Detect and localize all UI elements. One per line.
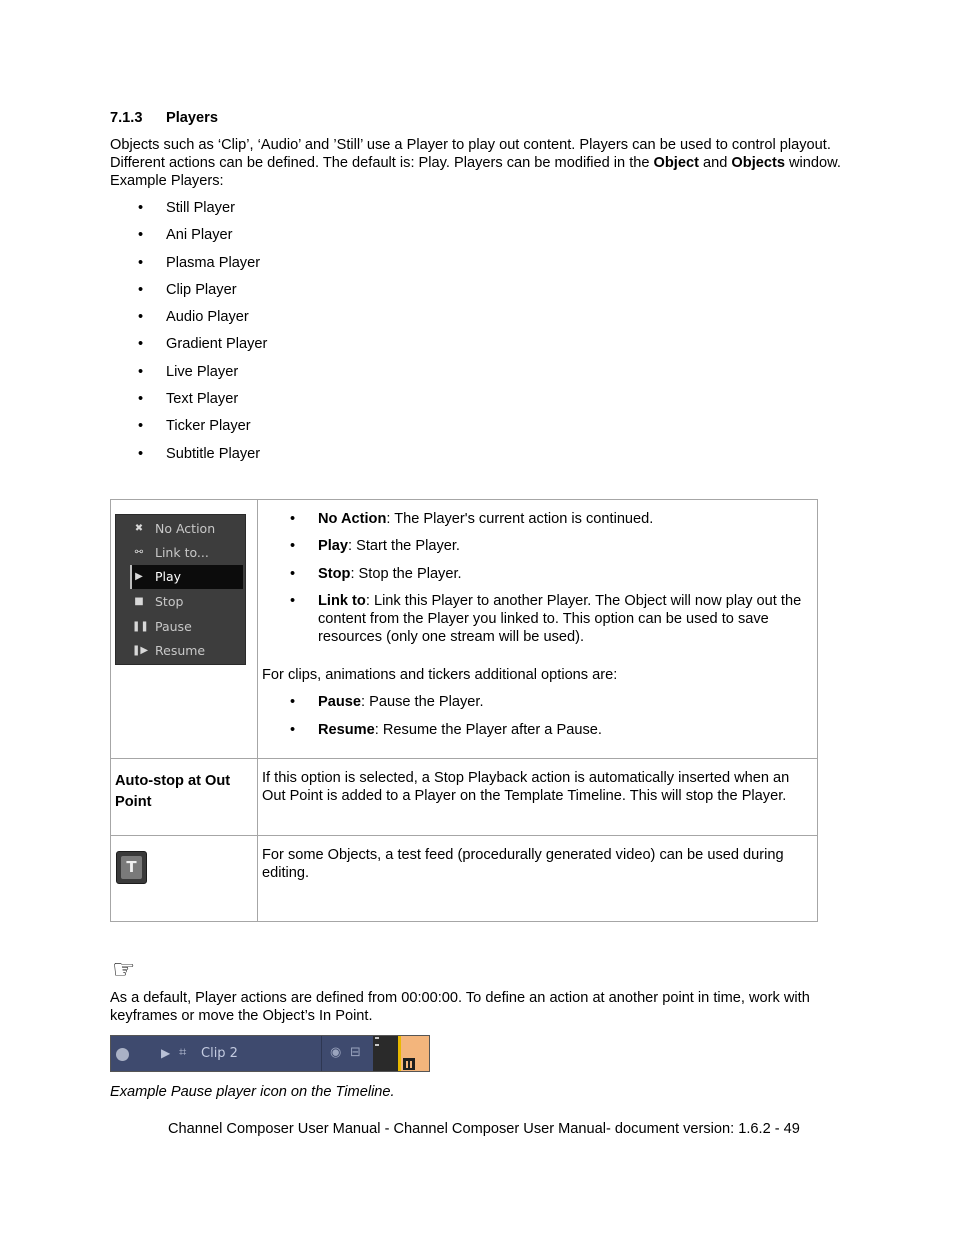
figure-caption: Example Pause player icon on the Timeline. xyxy=(110,1084,395,1100)
player-action-menu xyxy=(115,514,246,665)
link-icon: ⚯ xyxy=(134,547,144,558)
autostop-label: Auto-stop at Out Point xyxy=(115,773,231,810)
list-item xyxy=(262,592,813,646)
actions-cell xyxy=(258,500,818,759)
clip-name: Clip 2 xyxy=(201,1046,238,1061)
section-number: 7.1.3 xyxy=(110,110,143,126)
play-icon: ▶ xyxy=(135,571,143,582)
action-desc: : Start the Player. xyxy=(348,538,460,555)
section-heading xyxy=(110,110,218,126)
divider xyxy=(321,1036,322,1071)
action-desc: : Stop the Player. xyxy=(350,565,462,582)
list-item: • Clip Player xyxy=(110,280,267,307)
intro-paragraph xyxy=(110,136,845,190)
group-icon: ⌗ xyxy=(179,1045,187,1060)
menu-item-label: Pause xyxy=(155,619,192,634)
list-item: • Gradient Player xyxy=(110,334,267,361)
menu-item-pause[interactable] xyxy=(116,615,245,639)
pause-icon: ❚❚ xyxy=(132,621,149,632)
pointing-hand-icon: ☞ xyxy=(112,955,136,985)
menu-item-label: Resume xyxy=(155,643,206,658)
menu-item-resume[interactable] xyxy=(116,639,245,663)
drag-handle[interactable] xyxy=(375,1037,379,1046)
action-term: Pause xyxy=(318,694,361,711)
stop-icon: ■ xyxy=(134,596,144,607)
eye-icon[interactable]: ◉ xyxy=(330,1045,342,1060)
list-item xyxy=(262,510,813,528)
list-item: • Plasma Player xyxy=(110,253,267,280)
test-feed-button[interactable] xyxy=(116,851,147,884)
extra-actions-list xyxy=(262,693,813,738)
autostop-label-cell xyxy=(111,759,258,836)
action-term: No Action xyxy=(318,511,387,527)
menu-item-label: No Action xyxy=(155,521,216,536)
action-desc: : Resume the Player after a Pause. xyxy=(374,721,602,738)
list-item xyxy=(262,693,813,711)
note-text: As a default, Player actions are defined from 00:00:00. To define an action at another point in time, work with keyframes or move the Object’s In Point. xyxy=(110,990,810,1024)
intro-text: window. Example Players: xyxy=(110,155,841,189)
list-item: • Live Player xyxy=(110,362,267,389)
list-item: • Text Player xyxy=(110,389,267,416)
action-term: Link to xyxy=(318,593,366,610)
list-item xyxy=(262,537,813,555)
lock-icon[interactable]: ⊟ xyxy=(350,1045,361,1060)
menu-item-no-action[interactable] xyxy=(116,517,245,541)
menu-item-label: Link to... xyxy=(155,545,209,560)
page-footer: Channel Composer User Manual - Channel Composer User Manual- document version: 1.6.2 - 49 xyxy=(168,1121,800,1137)
player-list xyxy=(110,198,267,471)
list-item: • Ticker Player xyxy=(110,416,267,443)
action-desc: : Link this Player to another Player. The Object will now play out the content from the Player you linked to. This option can be used to save resources (only one stream will be used). xyxy=(318,593,802,646)
autostop-desc-cell xyxy=(258,759,818,836)
action-desc: : Pause the Player. xyxy=(361,694,484,711)
menu-item-label: Play xyxy=(155,569,182,584)
autostop-desc: If this option is selected, a Stop Playback action is automatically inserted when an Out Point is added to a Player on the Template Timeline. This will stop the Player. xyxy=(262,770,790,804)
action-term: Play xyxy=(318,538,349,555)
play-icon[interactable]: ▶ xyxy=(161,1046,171,1060)
testfeed-desc-cell xyxy=(258,836,818,922)
menu-item-play[interactable] xyxy=(130,565,243,589)
action-term: Stop xyxy=(318,565,351,582)
menu-item-label: Stop xyxy=(155,594,184,609)
list-item xyxy=(262,565,813,583)
intro-text: and xyxy=(698,155,732,171)
actions-list xyxy=(262,510,813,646)
testfeed-desc: For some Objects, a test feed (procedurally generated video) can be used during editing. xyxy=(262,847,784,881)
record-dot-icon[interactable] xyxy=(116,1048,129,1061)
list-item: • Audio Player xyxy=(110,307,267,334)
intro-bold-objects: Objects xyxy=(731,155,785,171)
list-item: • Subtitle Player xyxy=(110,444,267,471)
list-item: • Ani Player xyxy=(110,225,267,252)
test-feed-icon: T xyxy=(121,856,142,879)
no-action-icon: ✖ xyxy=(134,523,144,534)
action-desc: : The Player's current action is continued. xyxy=(386,511,654,527)
table-row xyxy=(111,759,818,836)
intro-bold-object: Object xyxy=(653,155,699,171)
pause-icon[interactable] xyxy=(403,1058,415,1070)
section-title: Players xyxy=(166,110,218,126)
list-item: • Still Player xyxy=(110,198,267,225)
intro-text: Objects such as ‘Clip’, ‘Audio’ and ’Still’ use a Player to play out content. Players can be used to control playout. Different actions can be defined. The default is: Play. Players can be modified in the xyxy=(110,137,831,171)
menu-item-link-to[interactable] xyxy=(116,541,245,565)
clips-note: For clips, animations and tickers additional options are: xyxy=(262,667,618,684)
menu-item-stop[interactable] xyxy=(116,590,245,614)
resume-icon: ❚▶ xyxy=(132,645,149,656)
action-term: Resume xyxy=(318,721,375,738)
timeline-track xyxy=(110,1035,430,1072)
table-row xyxy=(111,836,818,922)
list-item xyxy=(262,721,813,739)
